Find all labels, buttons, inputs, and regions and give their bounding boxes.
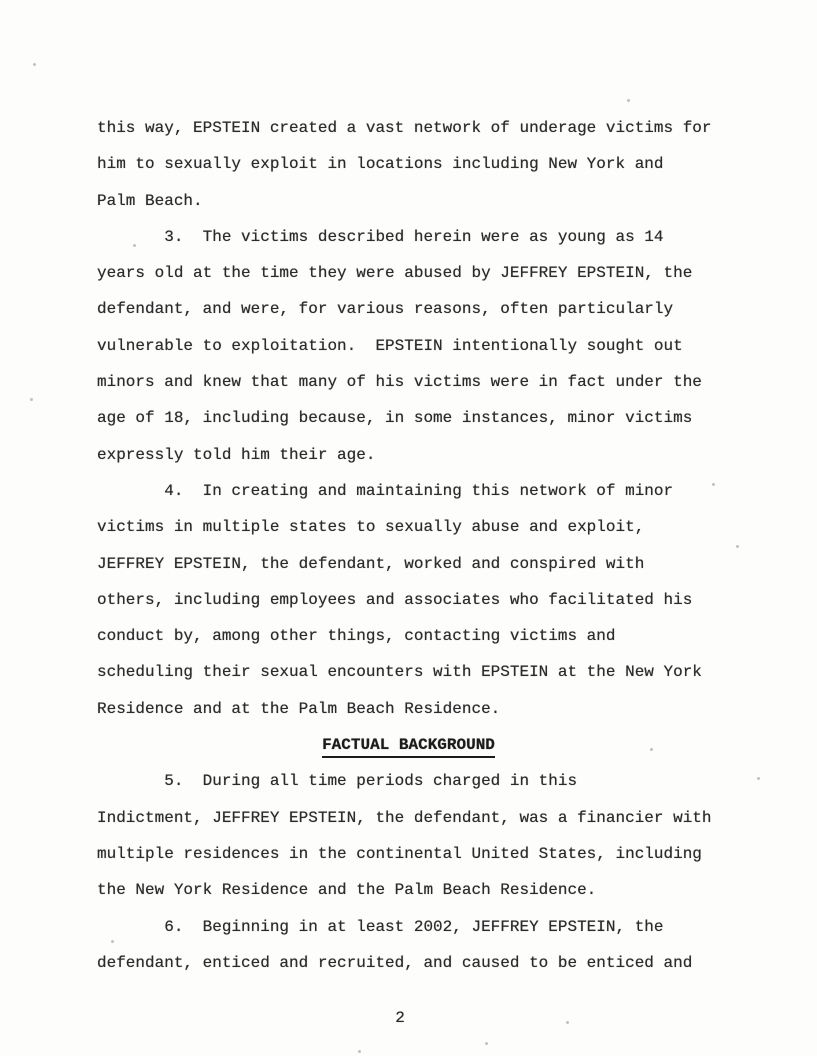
page-number: 2 xyxy=(395,1009,405,1027)
scan-speck xyxy=(358,1050,361,1053)
scan-speck xyxy=(111,940,114,943)
scan-speck xyxy=(33,63,36,66)
document-line: 4. In creating and maintaining this network of minor xyxy=(97,481,674,500)
scan-speck xyxy=(30,398,33,401)
document-line: Indictment, JEFFREY EPSTEIN, the defendant, was a financier with xyxy=(97,808,712,827)
document-line: vulnerable to exploitation. EPSTEIN intentionally sought out xyxy=(97,336,683,355)
document-line: victims in multiple states to sexually abuse and exploit, xyxy=(97,518,645,537)
document-line: the New York Residence and the Palm Beach Residence. xyxy=(97,881,597,900)
document-line: age of 18, including because, in some instances, minor victims xyxy=(97,409,693,428)
document-line: years old at the time they were abused by JEFFREY EPSTEIN, the xyxy=(97,264,693,283)
document-line: multiple residences in the continental United States, including xyxy=(97,844,702,863)
scan-speck xyxy=(650,748,653,751)
document-line: defendant, enticed and recruited, and caused to be enticed and xyxy=(97,953,693,972)
document-line: conduct by, among other things, contacting victims and xyxy=(97,627,616,646)
scan-speck xyxy=(712,483,715,486)
document-line: Palm Beach. xyxy=(97,191,203,210)
document-line: JEFFREY EPSTEIN, the defendant, worked and conspired with xyxy=(97,554,645,573)
document-line: Residence and at the Palm Beach Residence. xyxy=(97,699,501,718)
scan-speck xyxy=(757,777,760,780)
document-line: 6. Beginning in at least 2002, JEFFREY EPSTEIN, the xyxy=(97,917,664,936)
scan-speck xyxy=(133,244,136,247)
document-line: minors and knew that many of his victims were in fact under the xyxy=(97,373,702,392)
document-line: defendant, and were, for various reasons, often particularly xyxy=(97,300,674,319)
scan-speck xyxy=(736,545,739,548)
document-line: expressly told him their age. xyxy=(97,445,376,464)
document-line: others, including employees and associates who facilitated his xyxy=(97,590,693,609)
document-line: him to sexually exploit in locations including New York and xyxy=(97,155,664,174)
document-line: 5. During all time periods charged in this xyxy=(97,772,578,791)
scan-speck xyxy=(566,1021,569,1024)
document-line: this way, EPSTEIN created a vast network of underage victims for xyxy=(97,119,712,137)
section-heading xyxy=(97,727,720,763)
section-heading-text: FACTUAL BACKGROUND xyxy=(322,737,495,758)
document-line: scheduling their sexual encounters with EPSTEIN at the New York xyxy=(97,663,702,682)
document-body xyxy=(97,110,720,981)
scan-speck xyxy=(627,99,630,102)
document-line: 3. The victims described herein were as young as 14 xyxy=(97,227,664,246)
scan-speck xyxy=(485,1042,488,1045)
